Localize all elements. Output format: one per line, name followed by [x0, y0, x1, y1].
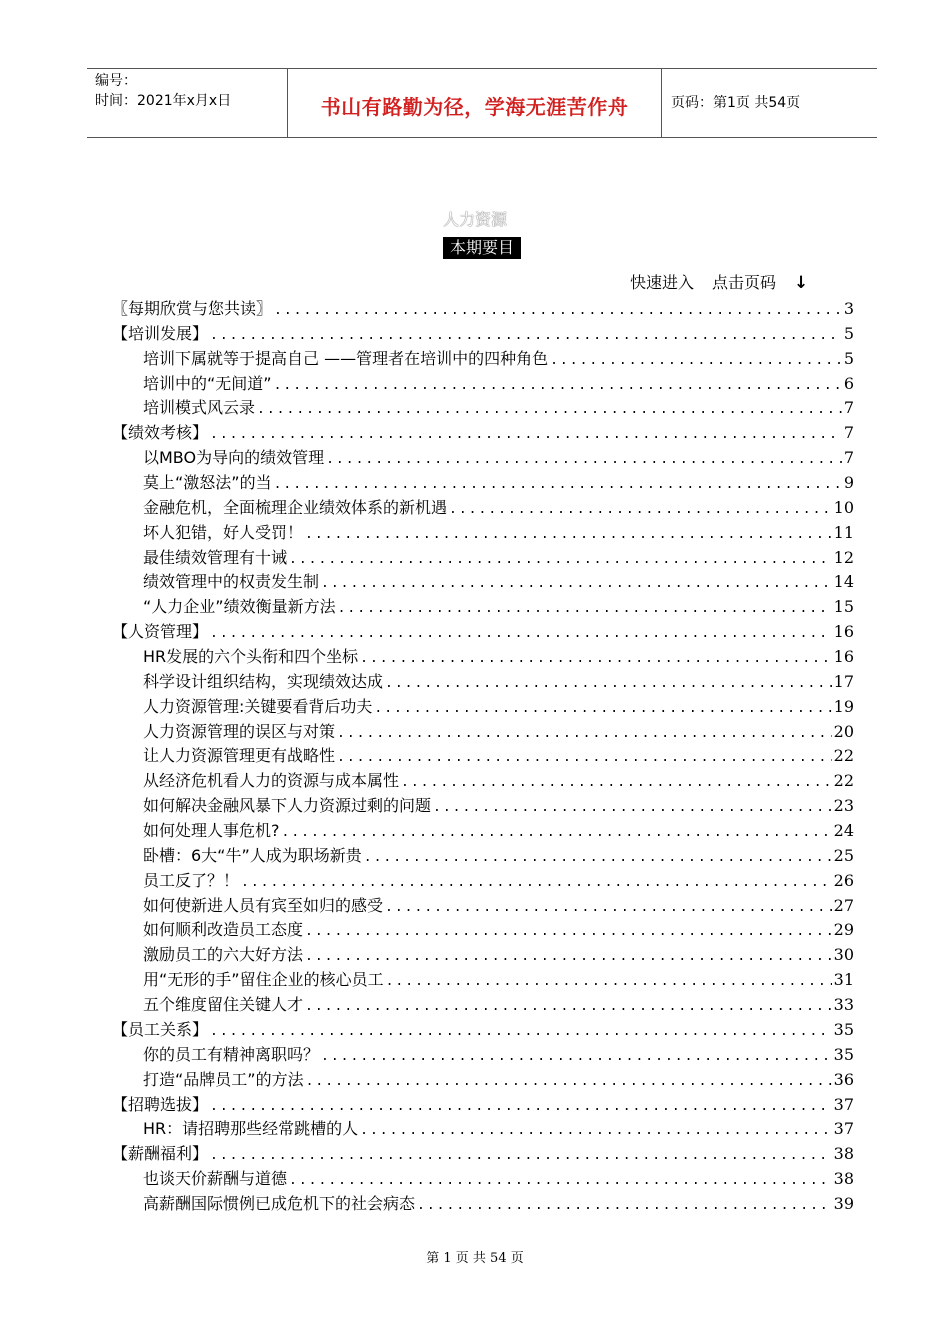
toc-entry[interactable] — [112, 1068, 854, 1093]
dot-leader — [210, 423, 842, 446]
toc-entry-title: 如何使新进人员有宾至如归的感受 — [143, 895, 384, 915]
toc-entry-title: 科学设计组织结构，实现绩效达成 — [143, 671, 384, 691]
toc-entry-title: 让人力资源管理更有战略性 — [143, 746, 336, 766]
dot-leader — [274, 473, 842, 496]
time-label: 时间：2021年x月x日 — [95, 93, 232, 109]
toc-page-number[interactable]: 3 — [843, 299, 854, 318]
toc-entry-title: 激励员工的六大好方法 — [143, 945, 304, 965]
dot-leader — [210, 1095, 832, 1118]
dot-leader — [374, 697, 831, 720]
slogan: 书山有路勤为径，学海无涯苦作舟 — [320, 95, 629, 119]
toc-entry[interactable] — [112, 670, 854, 695]
toc-entry-title: 从经济危机看人力的资源与成本属性 — [143, 771, 400, 791]
number-label: 编号： — [95, 73, 137, 89]
dot-leader — [274, 374, 842, 397]
dot-leader — [210, 324, 842, 347]
dot-leader — [364, 846, 832, 869]
toc-page-number[interactable]: 5 — [843, 323, 854, 343]
toc-entry[interactable] — [112, 794, 854, 819]
toc-entry[interactable] — [112, 918, 854, 943]
dot-leader — [210, 622, 832, 645]
toc-entry[interactable] — [112, 720, 854, 745]
toc-entry[interactable] — [112, 869, 854, 894]
dot-leader — [385, 896, 832, 919]
quick-enter-label: 快速进入 — [630, 273, 695, 292]
toc-entry-title: 如何处理人事危机? — [143, 821, 280, 841]
toc-entry-title: 卧槽：6大“牛”人成为职场新贵 — [143, 845, 362, 865]
toc-page-number[interactable]: 36 — [833, 1069, 854, 1089]
toc-section[interactable] — [112, 421, 854, 446]
toc-entry-title: 打造“品牌员工”的方法 — [143, 1069, 304, 1089]
category-heading: 人力资源 — [442, 210, 507, 229]
header-slogan-cell — [287, 69, 662, 137]
toc-entry[interactable] — [112, 471, 854, 496]
dot-leader — [449, 498, 832, 521]
dot-leader — [385, 672, 832, 695]
dot-leader — [241, 871, 832, 894]
toc-page-number[interactable]: 38 — [833, 1144, 854, 1164]
toc-entry-title: 【薪酬福利】 — [112, 1144, 209, 1164]
toc-entry[interactable] — [112, 521, 854, 546]
toc-page-number[interactable]: 26 — [833, 870, 854, 890]
toc-entry-title: 莫上“激怒法”的当 — [143, 473, 272, 493]
toc-entry[interactable] — [112, 943, 854, 968]
toc-entry-title: 【绩效考核】 — [112, 423, 209, 443]
dot-leader — [401, 771, 832, 794]
toc-entry-title: HR发展的六个头衔和四个坐标 — [143, 647, 359, 667]
toc-entry-title: 培训模式风云录 — [143, 398, 256, 418]
toc-entry[interactable] — [112, 819, 854, 844]
toc-entry[interactable] — [112, 372, 854, 397]
toc-entry-title: 金融危机，全面梳理企业绩效体系的新机遇 — [143, 497, 448, 517]
toc-page-number[interactable]: 16 — [833, 647, 854, 667]
toc-entry-title: 【人资管理】 — [112, 622, 209, 642]
toc-entry[interactable] — [112, 968, 854, 993]
toc-page-number[interactable]: 7 — [843, 423, 854, 443]
toc-page-number[interactable]: 6 — [843, 373, 854, 393]
toc-section[interactable] — [112, 620, 854, 645]
toc-entry-title: 最佳绩效管理有十诫 — [143, 547, 288, 567]
down-arrow-icon: ↓ — [794, 273, 809, 293]
toc-page-number[interactable]: 7 — [843, 398, 854, 418]
toc-page-number[interactable]: 35 — [833, 1019, 854, 1039]
toc-entry-title: 培训下属就等于提高自己 ——管理者在培训中的四种角色 — [143, 348, 549, 368]
toc-page-number[interactable]: 30 — [833, 945, 854, 965]
toc-entry[interactable] — [112, 546, 854, 571]
toc-section[interactable] — [112, 297, 854, 322]
toc-section[interactable] — [112, 1093, 854, 1118]
toc-entry-title: 【员工关系】 — [112, 1019, 209, 1039]
toc-entry[interactable] — [112, 347, 854, 372]
header-page-cell — [661, 69, 877, 137]
toc-page-number[interactable]: 38 — [833, 1169, 854, 1189]
toc-page-number[interactable]: 29 — [833, 920, 854, 940]
dot-leader — [433, 796, 832, 819]
toc-page-number[interactable]: 11 — [833, 522, 854, 542]
page-footer: 第 1 页 共 54 页 — [426, 1251, 524, 1266]
dot-leader — [306, 1070, 832, 1093]
toc-entry-title: 【招聘选拔】 — [112, 1094, 209, 1114]
toc-page-number[interactable]: 22 — [833, 771, 854, 791]
toc-page-number[interactable]: 22 — [833, 746, 854, 766]
toc-entry[interactable] — [112, 1167, 854, 1192]
dot-leader — [210, 1144, 832, 1167]
toc-entry[interactable] — [112, 744, 854, 769]
toc-page-number[interactable]: 19 — [833, 696, 854, 716]
quick-nav — [630, 270, 808, 293]
toc-entry[interactable] — [112, 570, 854, 595]
toc-page-number[interactable]: 37 — [833, 1094, 854, 1114]
toc-page-number[interactable]: 23 — [833, 796, 854, 816]
toc-entry-title: “人力企业”绩效衡量新方法 — [143, 597, 336, 617]
click-page-label: 点击页码 — [712, 273, 777, 292]
table-of-contents — [112, 297, 854, 1217]
dot-leader — [305, 920, 832, 943]
toc-entry[interactable] — [112, 645, 854, 670]
toc-entry[interactable] — [112, 496, 854, 521]
page-title: 本期要目 — [443, 237, 521, 259]
toc-entry-title: 以MBO为导向的绩效管理 — [143, 448, 325, 468]
toc-entry-title: 用“无形的手”留住企业的核心员工 — [143, 970, 384, 990]
dot-leader — [289, 548, 832, 571]
dot-leader — [337, 746, 832, 769]
dot-leader — [338, 597, 832, 620]
toc-section[interactable] — [112, 322, 854, 347]
toc-entry-title: 培训中的“无间道” — [143, 373, 272, 393]
dot-leader — [417, 1194, 832, 1217]
toc-entry[interactable] — [112, 1117, 854, 1142]
toc-page-number[interactable]: 35 — [833, 1044, 854, 1064]
toc-page-number[interactable]: 24 — [833, 821, 854, 841]
header-meta-cell — [87, 69, 286, 137]
dot-leader — [305, 945, 832, 968]
toc-page-number[interactable]: 37 — [833, 1119, 854, 1139]
toc-entry-title: 高薪酬国际惯例已成危机下的社会病态 — [143, 1193, 416, 1213]
toc-page-number[interactable]: 25 — [833, 845, 854, 865]
dot-leader — [326, 448, 842, 471]
dot-leader — [386, 970, 832, 993]
toc-entry-title: 五个维度留住关键人才 — [143, 995, 304, 1015]
dot-leader — [321, 572, 832, 595]
toc-page-number[interactable]: 7 — [843, 448, 854, 468]
page-header — [87, 68, 877, 138]
dot-leader — [289, 1169, 832, 1192]
dot-leader — [360, 647, 831, 670]
dot-leader — [282, 821, 832, 844]
dot-leader — [210, 1020, 832, 1043]
toc-entry-title: 你的员工有精神离职吗？ — [143, 1044, 320, 1064]
toc-entry[interactable] — [112, 769, 854, 794]
toc-page-number[interactable]: 20 — [833, 721, 854, 741]
toc-page-number[interactable]: 31 — [833, 970, 854, 990]
toc-entry-title: 人力资源管理:关键要看背后功夫 — [143, 696, 373, 716]
dot-leader — [550, 349, 842, 372]
toc-entry[interactable] — [112, 1043, 854, 1068]
toc-entry[interactable] — [112, 396, 854, 421]
dot-leader — [257, 398, 842, 421]
toc-entry[interactable] — [112, 894, 854, 919]
toc-page-number[interactable]: 14 — [833, 572, 854, 592]
toc-page-number[interactable]: 5 — [843, 348, 854, 368]
toc-page-number[interactable]: 17 — [833, 671, 854, 691]
toc-entry-title: 人力资源管理的误区与对策 — [143, 721, 336, 741]
toc-entry[interactable] — [112, 993, 854, 1018]
toc-page-number[interactable]: 27 — [833, 895, 854, 915]
toc-entry-title: 也谈天价薪酬与道德 — [143, 1169, 288, 1189]
toc-section[interactable] — [112, 1018, 854, 1043]
toc-entry-title: 员工反了？！ — [143, 870, 240, 890]
toc-page-number[interactable]: 9 — [843, 473, 854, 493]
toc-section[interactable] — [112, 1142, 854, 1167]
toc-page-number[interactable]: 39 — [833, 1193, 854, 1213]
toc-page-number[interactable]: 12 — [833, 547, 854, 567]
toc-page-number[interactable]: 15 — [833, 597, 854, 617]
toc-entry[interactable] — [112, 595, 854, 620]
toc-entry-title: 【培训发展】 — [112, 323, 209, 343]
toc-entry[interactable] — [112, 1192, 854, 1217]
dot-leader — [305, 995, 832, 1018]
page-indicator: 页码：第1页 共54页 — [671, 95, 801, 111]
dot-leader — [321, 1045, 832, 1068]
toc-entry[interactable] — [112, 844, 854, 869]
toc-entry-title: 坏人犯错，好人受罚！ — [143, 522, 304, 542]
dot-leader — [274, 299, 842, 322]
dot-leader — [360, 1119, 831, 1142]
dot-leader — [305, 523, 832, 546]
toc-entry-title: 如何顺利改造员工态度 — [143, 920, 304, 940]
toc-entry-title: 〖每期欣赏与您共读〗 — [112, 299, 273, 318]
toc-entry-title: 绩效管理中的权责发生制 — [143, 572, 320, 592]
toc-page-number[interactable]: 10 — [833, 497, 854, 517]
toc-entry-title: 如何解决金融风暴下人力资源过剩的问题 — [143, 796, 432, 816]
toc-entry[interactable] — [112, 446, 854, 471]
toc-page-number[interactable]: 16 — [833, 622, 854, 642]
toc-page-number[interactable]: 33 — [833, 995, 854, 1015]
dot-leader — [337, 722, 832, 745]
toc-entry[interactable] — [112, 695, 854, 720]
toc-entry-title: HR：请招聘那些经常跳槽的人 — [143, 1119, 359, 1139]
